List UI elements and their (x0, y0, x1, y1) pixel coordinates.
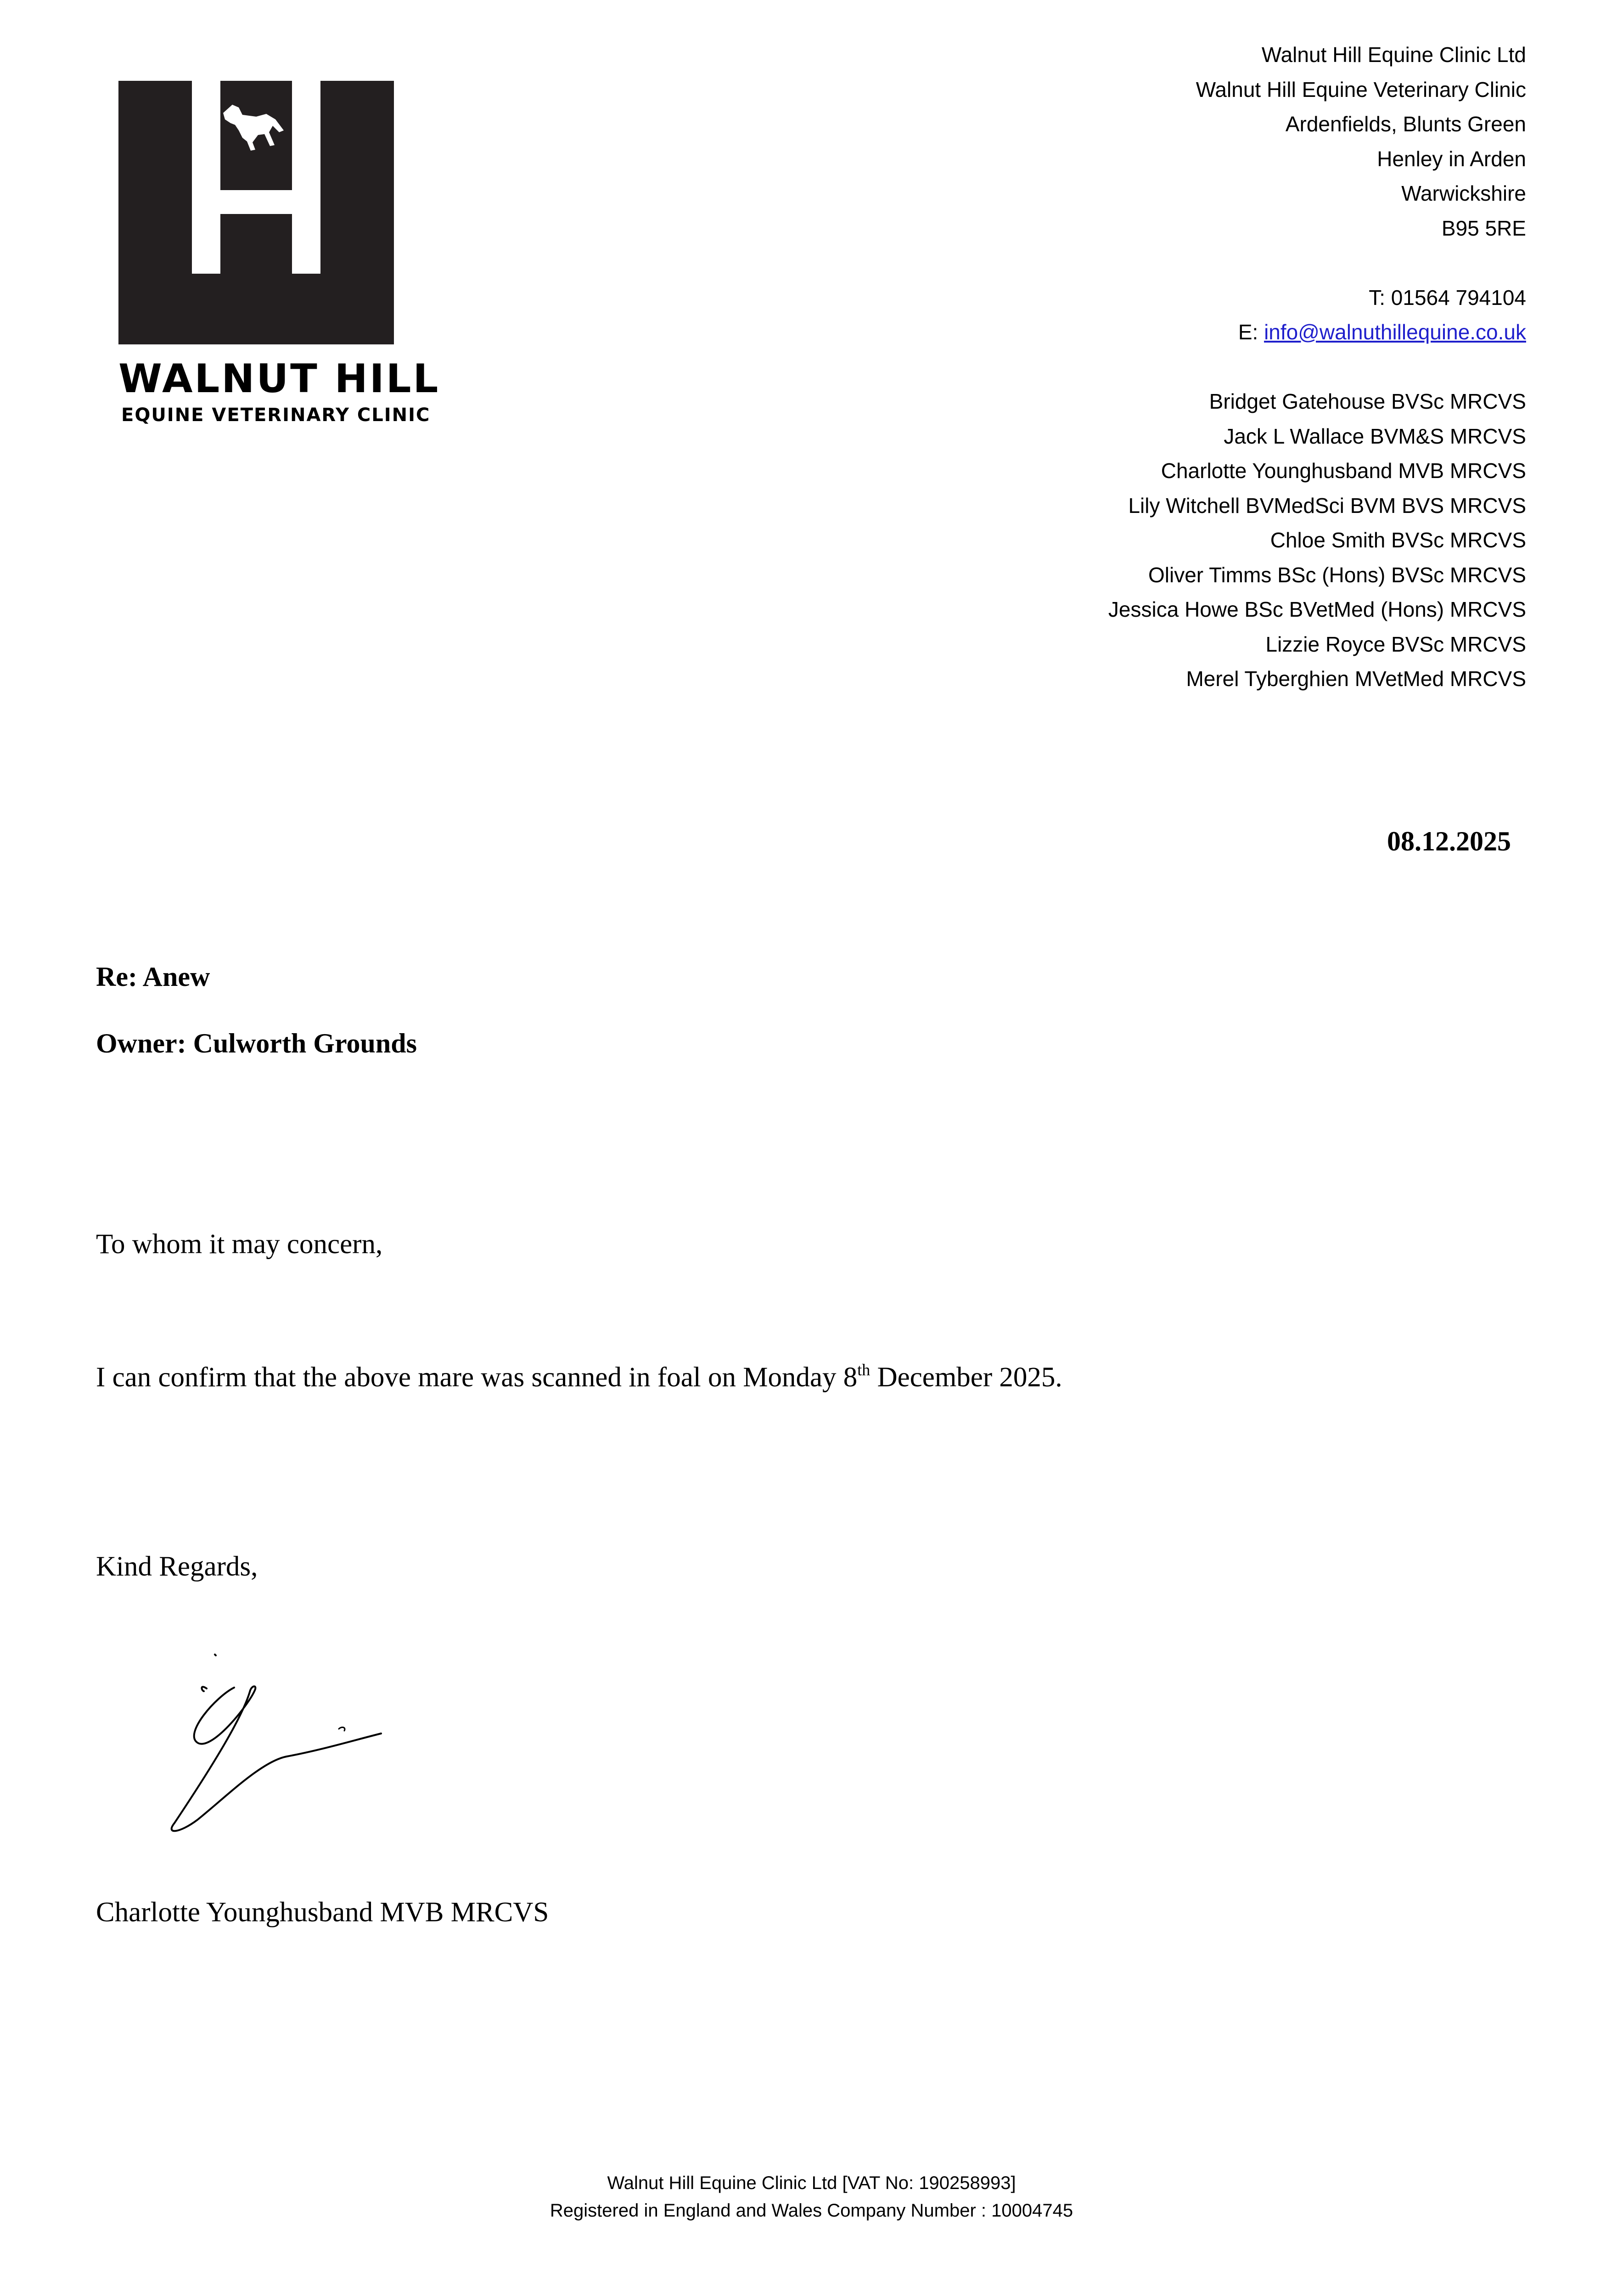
logo-subtitle: EQUINE VETERINARY CLINIC (121, 405, 431, 426)
logo-name: WALNUT HILL (118, 356, 440, 402)
confirmation-paragraph (96, 1362, 1062, 1394)
phone-number: T: 01564 794104 (1369, 285, 1526, 310)
letter-date: 08.12.2025 (1387, 826, 1511, 856)
letterhead-address (1108, 38, 1526, 697)
owner-line: Owner: Culworth Grounds (96, 1028, 417, 1058)
spacer (1108, 246, 1526, 281)
salutation: To whom it may concern, (96, 1229, 383, 1260)
company-name: Walnut Hill Equine Clinic Ltd (1261, 43, 1526, 67)
staff-member: Jack L Wallace BVM&S MRCVS (1224, 424, 1526, 448)
clinic-logo (118, 81, 440, 426)
address-line: Ardenfields, Blunts Green (1285, 112, 1526, 136)
logo-mark (118, 81, 394, 344)
handwritten-signature (156, 1646, 395, 1839)
staff-member: Oliver Timms BSc (Hons) BVSc MRCVS (1148, 563, 1526, 587)
staff-member: Chloe Smith BVSc MRCVS (1270, 528, 1526, 552)
staff-member: Bridget Gatehouse BVSc MRCVS (1209, 389, 1526, 413)
address-county: Warwickshire (1401, 181, 1526, 205)
staff-member: Charlotte Younghusband MVB MRCVS (1161, 459, 1526, 483)
footer-registration: Registered in England and Wales Company Number : 10004745 (550, 2200, 1073, 2221)
footer-vat: Walnut Hill Equine Clinic Ltd [VAT No: 190258993] (607, 2173, 1016, 2193)
spacer (1108, 350, 1526, 385)
staff-member: Lizzie Royce BVSc MRCVS (1265, 632, 1526, 656)
confirmation-text: I can confirm that the above mare was scanned in foal on Monday 8 (96, 1362, 858, 1393)
confirmation-text-end: December 2025. (870, 1362, 1062, 1393)
staff-member: Lily Witchell BVMedSci BVM BVS MRCVS (1128, 493, 1526, 518)
address-town: Henley in Arden (1377, 146, 1526, 171)
email-prefix: E: (1238, 320, 1264, 344)
staff-member: Merel Tyberghien MVetMed MRCVS (1186, 667, 1526, 691)
closing: Kind Regards, (96, 1551, 258, 1582)
email-link[interactable]: info@walnuthillequine.co.uk (1264, 320, 1526, 344)
clinic-name: Walnut Hill Equine Veterinary Clinic (1196, 77, 1526, 101)
signatory-name: Charlotte Younghusband MVB MRCVS (96, 1897, 549, 1928)
ordinal-suffix: th (857, 1361, 870, 1379)
email-line (1108, 315, 1526, 350)
address-postcode: B95 5RE (1441, 216, 1526, 240)
footer (0, 2169, 1623, 2224)
subject-line: Re: Anew (96, 962, 210, 992)
staff-member: Jessica Howe BSc BVetMed (Hons) MRCVS (1108, 597, 1526, 621)
